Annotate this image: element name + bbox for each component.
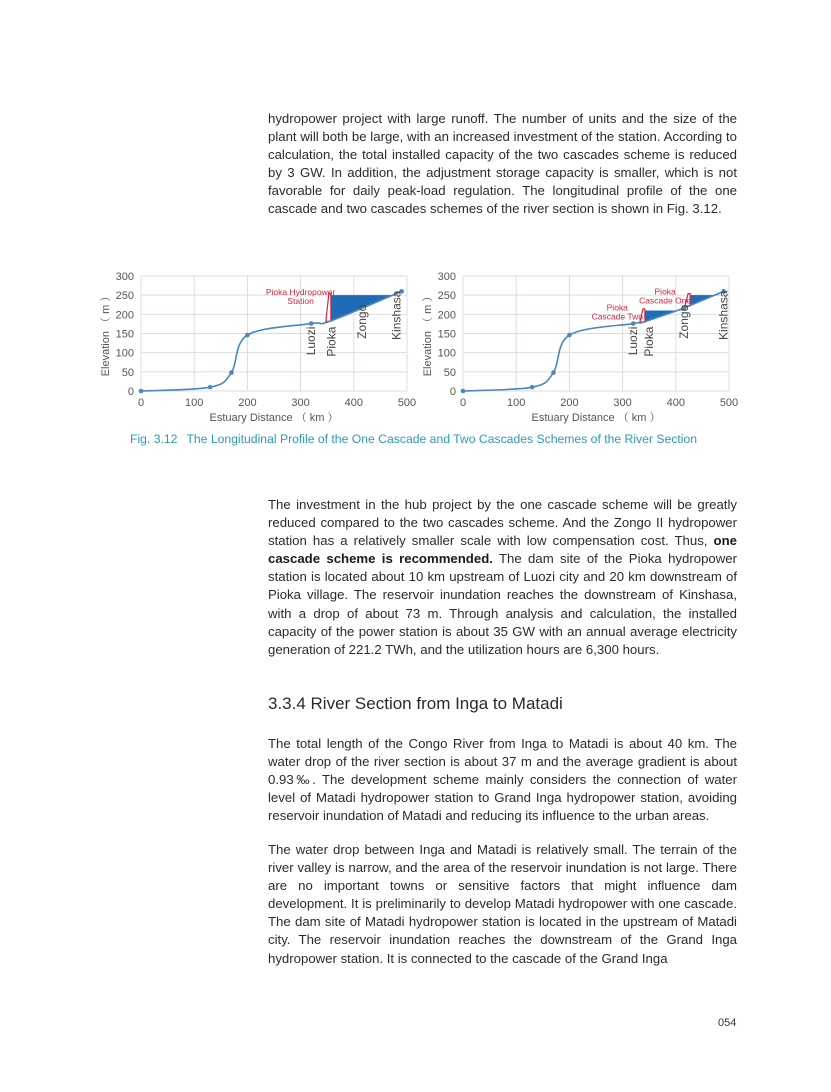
y-tick-label: 200 [115,309,134,322]
chart-one-cascade [95,265,415,425]
y-tick-label: 100 [115,347,134,360]
city-label: Pioka [642,326,657,357]
city-label: Kinshasa [716,290,731,340]
dam-label: Cascade One [639,295,692,306]
x-tick-label: 500 [719,397,739,409]
dam-label: Station [287,296,314,307]
chart-two-cascades [417,265,737,425]
city-label: Zongo [676,304,691,339]
y-tick-label: 300 [437,271,456,283]
x-tick-label: 100 [185,397,204,409]
figure-caption [130,432,697,446]
x-tick-label: 300 [291,397,310,409]
y-tick-label: 300 [115,271,134,283]
city-label: Luozi [626,326,641,356]
y-tick-label: 0 [127,386,134,398]
y-tick-label: 50 [121,366,134,379]
x-tick-label: 400 [666,397,685,409]
x-tick-label: 300 [613,397,632,409]
dam-label: Pioka [654,286,676,297]
paragraph-recommendation [268,496,737,659]
dam-label: Pioka Hydropower [265,287,336,298]
paragraph-recommendation-pre: The investment in the hub project by the one cascade scheme will be greatly reduced compared to the two cascades scheme. And the Zongo II hydropower station has a relatively smaller scale with low compensation cost. Thus, [268,497,737,549]
paragraph-water-drop: The water drop between Inga and Matadi is relatively small. The terrain of the river valley is narrow, and the area of the reservoir inundation is not large. There are no important towns or sensitive factors that might influence dam development. It is preliminarily to develop Matadi hydropower with one cascade. The dam site of Matadi hydropower station is located in the upstream of Matadi city. The reservoir inundation reaches the downstream of the Grand Inga hydropower station. It is connected to the cascade of the Grand Inga [268,842,737,966]
city-label: Kinshasa [389,290,404,340]
city-label: Zongo [354,304,369,339]
y-tick-label: 250 [115,290,134,303]
data-point [229,370,234,375]
paragraph-intro: hydropower project with large runoff. The number of units and the size of the plant will both be large, with an increased investment of the station. According to calculation, the total installed capacity of the two cascades scheme is reduced by 3 GW. In addition, the adjustment storage capacity is smaller, which is not favorable for daily peak-load regulation. The longitudinal profile of the one cascade and two cascades schemes of the river section is shown in Fig. 3.12. [268,111,737,217]
x-axis-label: Estuary Distance （ km ） [209,412,339,424]
data-point [461,389,466,394]
data-point [631,321,636,326]
data-point [567,333,572,338]
figure-caption-number: Fig. 3.12 [130,432,178,446]
figure-caption-text: The Longitudinal Profile of the One Cascade and Two Cascades Schemes of the River Section [186,432,698,446]
recommendation-emphasis: one cascade scheme is recommended. [268,533,737,567]
y-tick-label: 0 [449,386,456,398]
x-tick-label: 200 [238,397,257,409]
data-point [139,389,144,394]
data-point [208,385,213,390]
y-axis-label: Elevation （ m ） [100,290,112,377]
x-tick-label: 200 [560,397,579,409]
city-label: Luozi [304,326,319,356]
data-point [245,333,250,338]
paragraph-recommendation-post: The dam site of the Pioka hydropower station is located about 10 km upstream of Luozi city and 20 km downstream of Pioka village. The reservoir inundation reaches the downstream of Kinshasa, with a drop of about 73 m. Through analysis and calculation, the installed capacity of the power station is about 35 GW with an annual average electricity generation of 221.2 TWh, and the utilization hours are 6,300 hours. [268,551,737,657]
y-tick-label: 150 [437,328,456,341]
x-tick-label: 500 [397,397,417,409]
data-point [530,385,535,390]
data-point [551,370,556,375]
y-tick-label: 150 [115,328,134,341]
dam-label: Pioka [606,302,628,313]
dam-label: Cascade Two [591,311,643,322]
x-tick-label: 0 [459,397,467,409]
paragraph-inga-matadi: The total length of the Congo River from Inga to Matadi is about 40 km. The water drop of the river section is about 37 m and the average gradient is about 0.93‰. The development scheme mainly considers the connection of water level of Matadi hydropower station to Grand Inga hydropower station, avoiding reservoir inundation of Matadi and reducing its influence to the urban areas. [268,736,737,824]
x-axis-label: Estuary Distance （ km ） [531,412,661,424]
x-tick-label: 400 [344,397,363,409]
page-number: 054 [718,1017,737,1029]
y-tick-label: 200 [437,309,456,322]
x-tick-label: 100 [507,397,526,409]
y-tick-label: 100 [437,347,456,360]
y-axis-label: Elevation （ m ） [422,290,434,377]
y-tick-label: 50 [443,366,456,379]
dam-marker [326,294,331,322]
x-tick-label: 0 [137,397,145,409]
y-tick-label: 250 [437,290,456,303]
data-point [309,321,314,326]
city-label: Pioka [324,326,339,357]
section-heading: 3.3.4 River Section from Inga to Matadi [268,694,563,713]
